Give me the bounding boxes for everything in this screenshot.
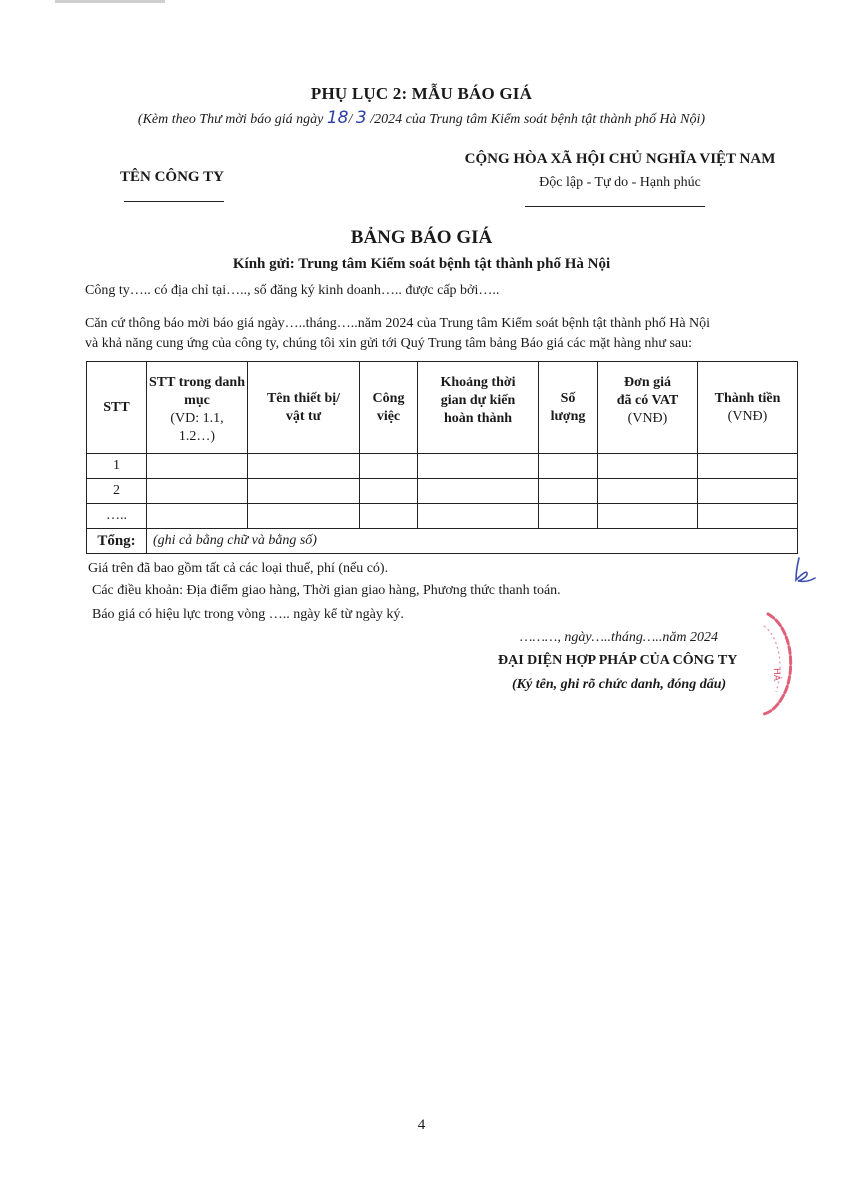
company-underline <box>124 201 224 202</box>
header-work <box>360 362 418 454</box>
note-validity: Báo giá có hiệu lực trong vòng ….. ngày kể từ ngày ký. <box>92 607 404 622</box>
row-stt-cell: 1 <box>87 454 147 479</box>
table-cell[interactable] <box>248 504 360 529</box>
header-duration-line-2: gian dự kiến <box>440 393 516 408</box>
basis-line-1: Căn cứ thông báo mời báo giá ngày…..tháng…..năm 2024 của Trung tâm Kiểm soát bệnh tật thành phố Hà Nội <box>85 316 711 331</box>
motto-underline <box>525 206 705 207</box>
table-cell[interactable] <box>248 454 360 479</box>
table-cell[interactable] <box>147 479 248 504</box>
header-amount-line-1: Thành tiền <box>714 391 781 406</box>
handwritten-initial-icon <box>790 556 818 586</box>
table-header-row <box>87 362 798 454</box>
recipient-line: Kính gửi: Trung tâm Kiểm soát bệnh tật thành phố Hà Nội <box>232 256 611 272</box>
table-cell[interactable] <box>598 504 698 529</box>
header-stt-catalog <box>147 362 248 454</box>
page-number: 4 <box>417 1117 426 1133</box>
table-cell[interactable] <box>248 479 360 504</box>
header-amount <box>698 362 798 454</box>
header-duration-line-3: hoàn thành <box>443 411 513 426</box>
table-cell[interactable] <box>598 454 698 479</box>
signature-date-line: ………, ngày…..tháng…..năm 2024 <box>520 630 718 645</box>
svg-text:HÀ: HÀ <box>771 668 781 681</box>
row-stt-cell: ….. <box>87 504 147 529</box>
table-cell[interactable] <box>598 479 698 504</box>
row-stt-cell: 2 <box>87 479 147 504</box>
nation-motto: Độc lập - Tự do - Hạnh phúc <box>539 175 701 190</box>
table-row <box>87 504 798 529</box>
header-item-name <box>248 362 360 454</box>
basis-line-2: và khả năng cung ứng của công ty, chúng tôi xin gửi tới Quý Trung tâm bảng Báo giá các mặt hàng như sau: <box>85 336 693 351</box>
table-cell[interactable] <box>698 454 798 479</box>
note-taxes: Giá trên đã bao gồm tất cả các loại thuế, phí (nếu có). <box>88 561 389 576</box>
header-duration-line-1: Khoảng thời <box>440 375 516 390</box>
signature-title: ĐẠI DIỆN HỢP PHÁP CỦA CÔNG TY <box>498 653 738 668</box>
table-cell[interactable] <box>539 504 598 529</box>
intro-line: Công ty….. có địa chỉ tại….., số đăng ký kinh doanh….. được cấp bởi….. <box>85 283 500 298</box>
handwritten-day: 18 <box>326 108 349 128</box>
nation-name: CỘNG HÒA XÃ HỘI CHỦ NGHĨA VIỆT NAM <box>464 151 776 167</box>
appendix-title: PHỤ LỤC 2: MẪU BÁO GIÁ <box>310 84 533 103</box>
header-work-line-2: việc <box>376 408 401 424</box>
header-unit-price <box>598 362 698 454</box>
header-work-line-1: Công <box>372 390 405 406</box>
table-cell[interactable] <box>418 479 539 504</box>
company-name: TÊN CÔNG TY <box>120 169 224 185</box>
table-cell[interactable] <box>147 454 248 479</box>
header-qty-line-2: lượng <box>550 408 586 424</box>
table-cell[interactable] <box>418 454 539 479</box>
handwritten-month: 3 <box>355 108 367 128</box>
table-cell[interactable] <box>418 504 539 529</box>
header-qty-line-1: Số <box>560 390 576 406</box>
header-item-line-1: Tên thiết bị/ <box>266 390 341 406</box>
header-amount-unit: (VNĐ) <box>727 409 768 424</box>
quote-title: BẢNG BÁO GIÁ <box>350 227 493 248</box>
table-row <box>87 479 798 504</box>
table-cell[interactable] <box>698 504 798 529</box>
total-label: Tổng: <box>87 529 147 554</box>
header-stt-catalog-title: STT trong danh mục <box>149 375 245 408</box>
appendix-subtitle: (Kèm theo Thư mời báo giá ngày 18/ 3 /2024 của Trung tâm Kiểm soát bệnh tật thành phố Hà Nội) <box>137 108 706 128</box>
table-cell[interactable] <box>698 479 798 504</box>
quote-table <box>86 361 798 554</box>
table-cell[interactable] <box>539 454 598 479</box>
table-cell[interactable] <box>539 479 598 504</box>
header-price-unit: (VNĐ) <box>627 411 668 426</box>
header-stt-catalog-note-1: (VD: 1.1, <box>170 411 224 426</box>
header-item-line-2: vật tư <box>285 408 322 424</box>
table-cell[interactable] <box>360 454 418 479</box>
table-cell[interactable] <box>360 504 418 529</box>
total-note: (ghi cả bằng chữ và bằng số) <box>147 529 798 554</box>
note-terms: Các điều khoản: Địa điểm giao hàng, Thời gian giao hàng, Phương thức thanh toán. <box>92 583 561 598</box>
table-row <box>87 454 798 479</box>
header-quantity <box>539 362 598 454</box>
total-row <box>87 529 798 554</box>
scan-artifact <box>55 0 165 3</box>
subtitle-after: /2024 của Trung tâm Kiểm soát bệnh tật thành phố Hà Nội) <box>370 112 706 127</box>
header-price-line-2: đã có VAT <box>616 393 679 408</box>
stamp-seal-icon <box>760 612 800 716</box>
table-cell[interactable] <box>147 504 248 529</box>
table-cell[interactable] <box>360 479 418 504</box>
signature-note: (Ký tên, ghi rõ chức danh, đóng dấu) <box>512 677 727 692</box>
header-price-line-1: Đơn giá <box>623 375 672 390</box>
basis-paragraph <box>85 314 805 354</box>
header-duration <box>418 362 539 454</box>
subtitle-before: (Kèm theo Thư mời báo giá ngày <box>137 112 327 127</box>
header-stt: STT <box>87 362 147 454</box>
header-stt-catalog-note-2: 1.2…) <box>178 429 216 444</box>
